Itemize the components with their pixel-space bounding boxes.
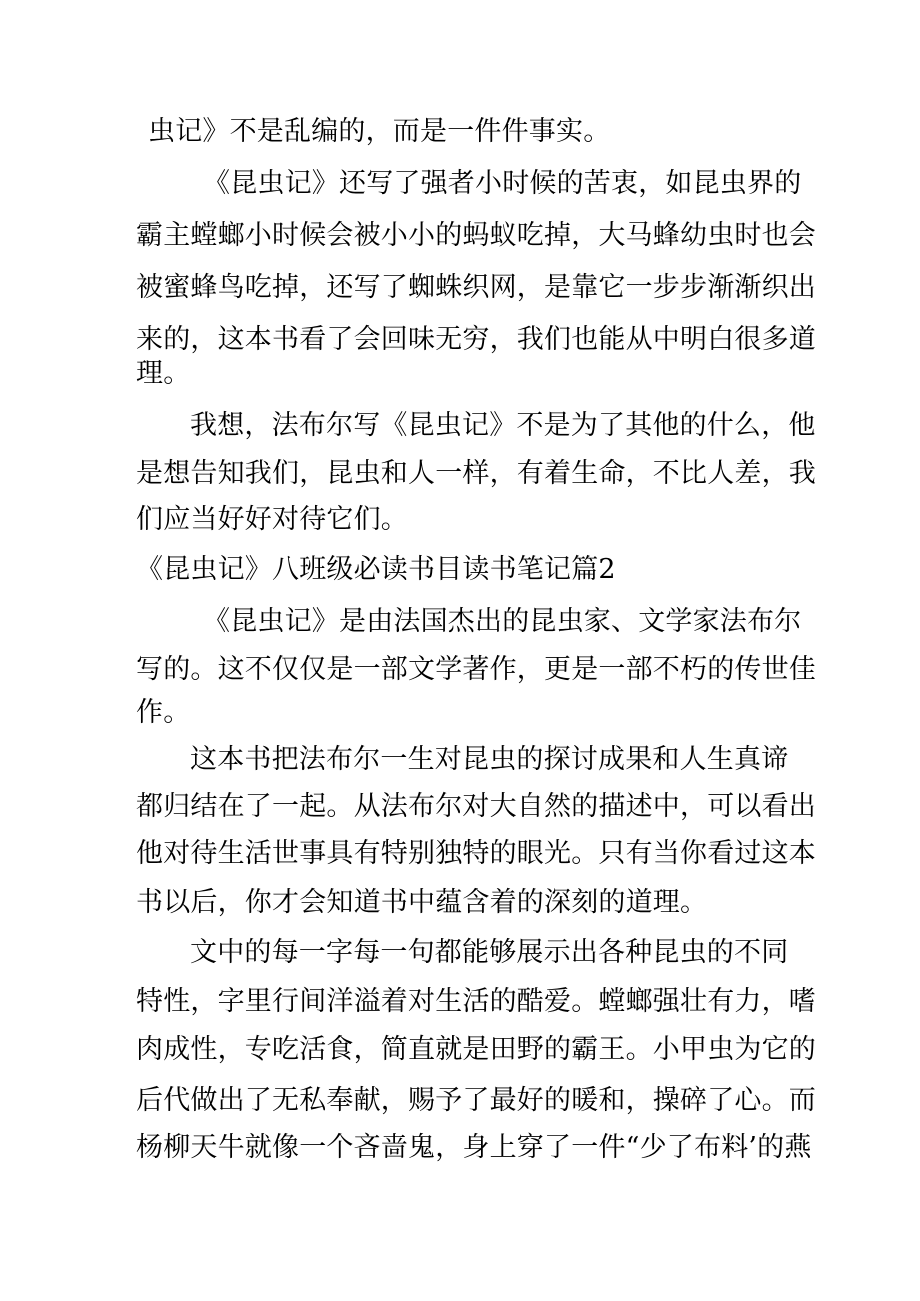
text-line-3: 霸主螳螂小时候会被小小的蚂蚁吃掉，大马蜂幼虫时也会	[136, 220, 816, 251]
text-line-14: 这本书把法布尔一生对昆虫的探讨成果和人生真谛	[190, 744, 789, 775]
text-line-2: 《昆虫记》还写了强者小时候的苦衷，如昆虫界的	[203, 168, 802, 199]
text-line-16: 他对待生活世事具有特别独特的眼光。只有当你看过这本	[136, 838, 816, 869]
text-line-8: 是想告知我们，昆虫和人一样，有着生命，不比人差，我	[136, 458, 816, 489]
text-line-13: 作。	[136, 697, 191, 728]
text-line-22: 杨柳天牛就像一个吝啬鬼，身上穿了一件“少了布料’的燕	[136, 1132, 812, 1163]
text-line-17: 书以后，你才会知道书中蕴含着的深刻的道理。	[136, 887, 708, 918]
text-line-19: 特性，字里行间洋溢着对生活的酷爱。螳螂强壮有力，嗜	[136, 986, 816, 1017]
section-heading: 《昆虫记》八班级必读书目读书笔记篇2	[136, 554, 616, 585]
text-line-1: 虫记》不是乱编的，而是一件件事实。	[148, 116, 611, 147]
text-line-15: 都归结在了一起。从法布尔对大自然的描述中，可以看出	[136, 791, 816, 822]
text-line-7: 我想，法布尔写《昆虫记》不是为了其他的什么，他	[190, 410, 816, 441]
text-line-21: 后代做出了无私奉献，赐予了最好的暖和，操碎了心。而	[136, 1085, 816, 1116]
text-line-12: 写的。这不仅仅是一部文学著作，更是一部不朽的传世佳	[136, 654, 816, 685]
text-line-5: 来的，这本书看了会回味无穷，我们也能从中明白很多道	[136, 324, 816, 355]
text-line-6: 理。	[136, 358, 191, 389]
text-line-9: 们应当好好对待它们。	[136, 504, 408, 535]
text-line-11: 《昆虫记》是由法国杰出的昆虫家、文学家法布尔	[203, 606, 802, 637]
text-line-18: 文中的每一字每一句都能够展示出各种昆虫的不同	[190, 937, 789, 968]
text-line-4: 被蜜蜂鸟吃掉，还写了蜘蛛织网，是靠它一步步渐渐织出	[136, 272, 816, 303]
text-line-20: 肉成性，专吃活食，简直就是田野的霸王。小甲虫为它的	[136, 1034, 816, 1065]
